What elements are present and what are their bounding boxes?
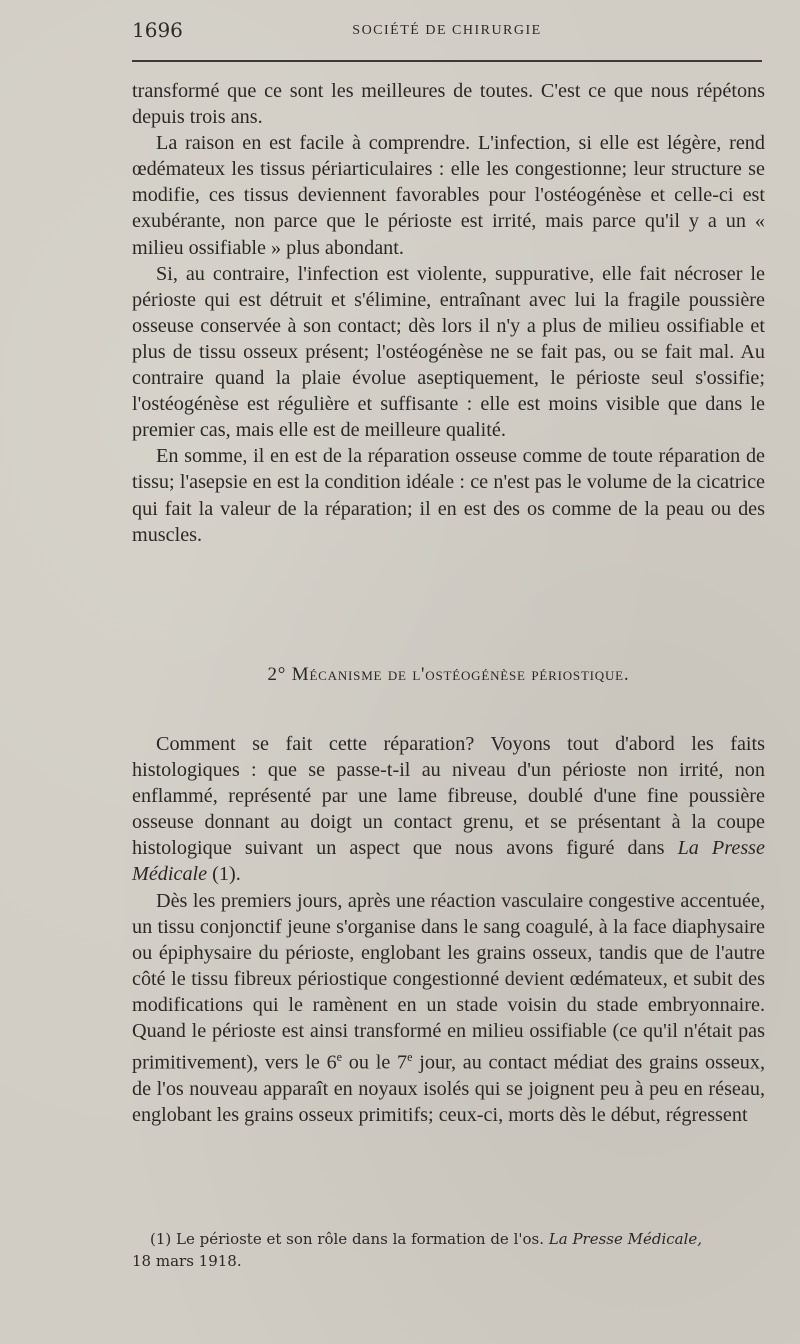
paragraph-text: Comment se fait cette réparation? Voyons tout d'abord les faits histologiques : que se passe-t-il au niveau d'un périoste non irrité, non enflammé, représenté par une lame fibreuse, doublé d'une fine poussière osseuse donnant au doigt un contact grenu, et se présentant à la coupe histologique suivant un aspect que nous avons figuré dans — [132, 733, 765, 860]
footnote-text: (1) Le périoste et son rôle dans la formation de l'os. — [150, 1230, 544, 1248]
header-rule — [132, 60, 762, 62]
footnote-journal: La Presse Médicale, — [548, 1230, 703, 1248]
paragraph: La raison en est facile à comprendre. L'infection, si elle est légère, rend œdémateux les tissus périarticulaires : elle les congestionne; leur structure se modifie, ces tissus deviennent favorables pour l'ostéogénèse et celle-ci est exubérante, non parce que le périoste est irrité, mais parce qu'il y a un « milieu ossifiable » plus abondant. — [132, 132, 765, 259]
body-text-upper — [132, 78, 765, 548]
page-header — [132, 16, 762, 46]
footnote-ref: (1). — [207, 863, 241, 886]
paragraph: Si, au contraire, l'infection est violente, suppurative, elle fait nécroser le périoste qui est détruit et s'élimine, entraînant avec lui la fragile poussière osseuse conservée à son contact; dès lors il n'y a plus de milieu ossifiable et plus de tissu osseux présent; l'ostéogénèse ne se fait pas, ou se fait mal. Au contraire quand la plaie évolue aseptiquement, le périoste seul s'ossifie; l'ostéogénèse est régulière et suffisante : elle est moins visible que dans le premier cas, mais elle est de meilleure qualité. — [132, 262, 765, 442]
superscript: e — [336, 1050, 343, 1065]
paragraph-text: ou le 7 — [342, 1051, 408, 1074]
paragraph-text: jour, au contact médiat des grains osseux, de l'os nouveau apparaît en noyaux isolés qui se joignent peu à peu en réseau, englobant les grains osseux primitifs; ceux-ci, morts dès le début, régressent — [132, 1051, 765, 1127]
paragraph — [132, 731, 765, 888]
footnote — [132, 1228, 765, 1272]
paragraph — [132, 888, 765, 1129]
journal-reference: La Presse Médicale — [132, 837, 765, 886]
paragraph: En somme, il en est de la réparation osseuse comme de toute réparation de tissu; l'asepsie en est la condition idéale : ce n'est pas le volume de la cicatrice qui fait la valeur de la réparation; il en est des os comme de la peau ou des muscles. — [132, 445, 765, 546]
paragraph-text: Dès les premiers jours, après une réaction vasculaire congestive accentuée, un tissu conjonctif jeune s'organise dans le sang coagulé, à la face diaphysaire ou épiphysaire du périoste, englobant les grains osseux, tandis que de l'autre côté le tissu fibreux périostique congestionné devient œdémateux, et subit des modifications qui le ramènent en un stade voisin du stade embryonnaire. Quand le périoste est ainsi transformé en milieu ossifiable (ce qu'il n'était pas primitivement), vers le 6 — [132, 889, 765, 1074]
footnote-date: 18 mars 1918. — [132, 1252, 242, 1270]
section-heading: 2° Mécanisme de l'ostéogénèse périostique. — [267, 664, 630, 685]
page-number: 1696 — [132, 18, 183, 42]
running-title: SOCIÉTÉ DE CHIRURGIE — [352, 23, 542, 38]
paragraph: transformé que ce sont les meilleures de toutes. C'est ce que nous répétons depuis trois ans. — [132, 80, 765, 129]
superscript: e — [407, 1050, 413, 1065]
body-text-lower — [132, 731, 765, 1128]
